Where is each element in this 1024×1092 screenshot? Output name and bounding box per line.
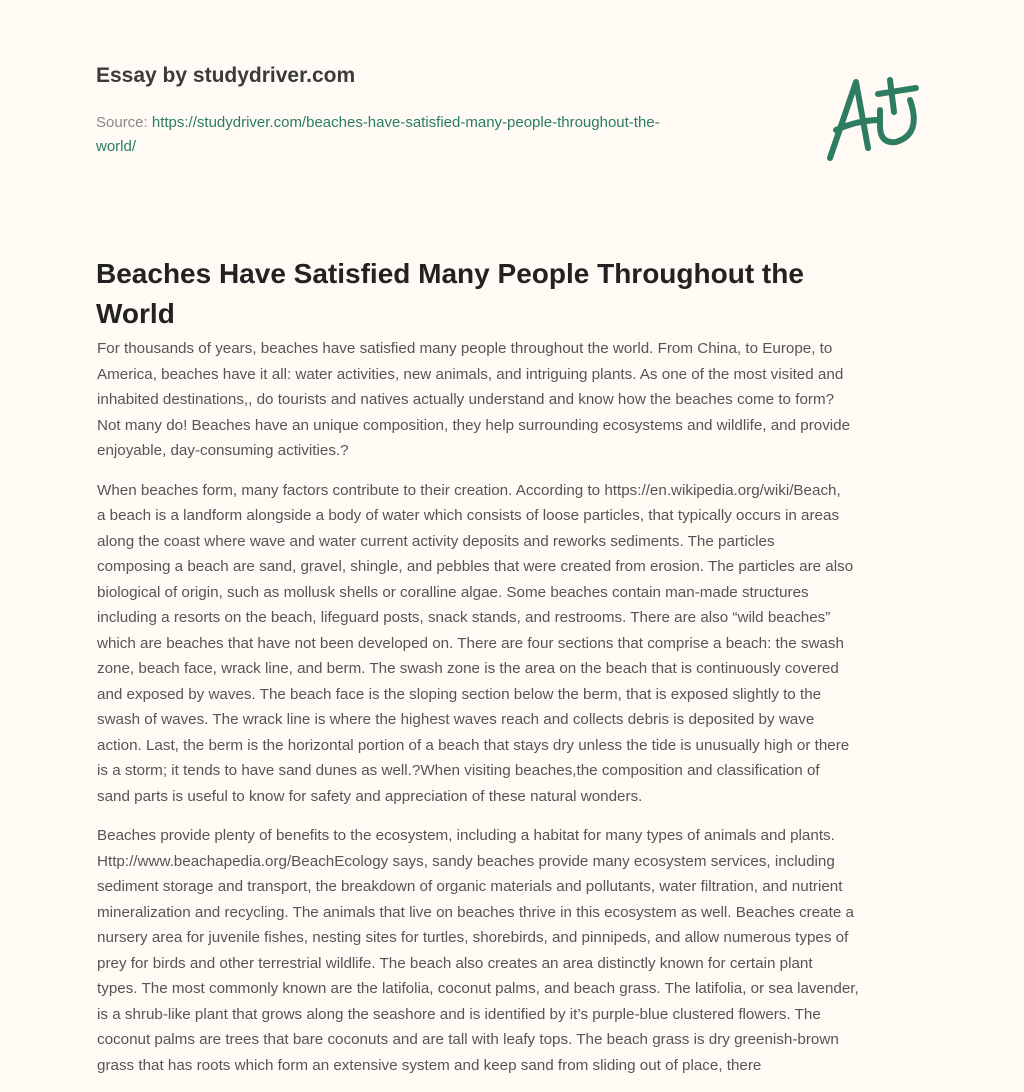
essay-body	[97, 336, 937, 1092]
paragraph-line: is a shrub-like plant that grows along the seashore and is identified by it’s purple-blue clustered flowers. The	[97, 1005, 821, 1023]
paragraph-line: grass that has roots which form an extensive system and keep sand from sliding out of place, there	[97, 1056, 762, 1074]
paragraph-line: is a storm; it tends to have sand dunes as well.?When visiting beaches,the composition and classification of	[97, 762, 820, 779]
paragraph-line: For thousands of years, beaches have satisfied many people throughout the world. From China, to Europe, to	[97, 340, 833, 357]
title-line: Beaches Have Satisfied Many People Throughout the	[96, 258, 804, 289]
paragraph-line: Beaches provide plenty of benefits to the ecosystem, including a habitat for many types of animals and plants.	[97, 827, 835, 844]
paragraph-line: mineralization and recycling. The animals that live on beaches thrive in this ecosystem as well. Beaches create a	[97, 903, 854, 921]
a-plus-logo-icon	[818, 70, 928, 170]
paragraph-line: nursery area for juvenile fishes, nesting sites for turtles, shorebirds, and pinnipeds, and allow numerous types of	[97, 929, 849, 946]
paragraph-line: sand parts is useful to know for safety and appreciation of these natural wonders.	[97, 787, 643, 805]
paragraph-line: zone, beach face, wrack line, and berm. The swash zone is the area on the beach that is continuously covered	[97, 660, 839, 677]
paragraph-line: which are beaches that have not been developed on. There are four sections that comprise a beach: the swash	[97, 634, 844, 652]
paragraph-line: coconut palms are trees that bare coconuts and are tall with leafy tops. The beach grass is dry greenish-brown	[97, 1031, 839, 1048]
paragraph-line: types. The most commonly known are the latifolia, coconut palms, and beach grass. The latifolia, or sea lavender,	[97, 980, 859, 997]
brand-heading: Essay by studydriver.com	[96, 64, 356, 87]
source-link[interactable]	[96, 114, 660, 155]
paragraph-line: When beaches form, many factors contribute to their creation. According to https://en.wikipedia.org/wiki/Beach,	[97, 481, 841, 499]
essay-paragraph	[97, 336, 937, 464]
paragraph-line: along the coast where wave and water current activity deposits and reworks sediments. The particles	[97, 532, 775, 550]
paragraph-line: inhabited destinations,, do tourists and natives actually understand and know how the beaches come to form?	[97, 391, 835, 408]
paragraph-line: a beach is a landform alongside a body of water which consists of loose particles, that typically occurs in areas	[97, 507, 840, 524]
source-url-line[interactable]: world/	[96, 138, 137, 155]
title-line: World	[96, 298, 175, 329]
paragraph-line: biological of origin, such as mollusk shells or coralline algae. Some beaches contain man-made structures	[97, 583, 809, 601]
essay-title	[96, 254, 916, 334]
paragraph-line: sediment storage and transport, the breakdown of organic materials and pollutants, water filtration, and nutrient	[97, 878, 843, 895]
paragraph-line: Not many do! Beaches have an unique composition, they help surrounding ecosystems and wildlife, and provide	[97, 416, 851, 434]
paragraph-line: and exposed by waves. The beach face is the sloping section below the berm, that is exposed slightly to the	[97, 685, 822, 703]
source-label: Source:	[96, 114, 148, 131]
paragraph-line: swash of waves. The wrack line is where the highest waves reach and collects debris is deposited by wave	[97, 711, 815, 728]
paragraph-line: prey for birds and other terrestrial wildlife. The beach also creates an area distinctly known for certain plant	[97, 954, 813, 972]
paragraph-line: Http://www.beachapedia.org/BeachEcology says, sandy beaches provide many ecosystem services, including	[97, 852, 835, 870]
essay-paragraph	[97, 478, 937, 810]
source-url-line[interactable]: https://studydriver.com/beaches-have-satisfied-many-people-throughout-the-	[151, 114, 660, 131]
source-line	[96, 111, 736, 159]
paragraph-line: composing a beach are sand, gravel, shingle, and pebbles that were created from erosion. The particles are also	[97, 558, 854, 575]
paragraph-line: action. Last, the berm is the horizontal portion of a beach that stays dry unless the tide is unusually high or there	[97, 736, 850, 754]
paragraph-line: enjoyable, day-consuming activities.?	[97, 442, 349, 459]
paragraph-line: including a resorts on the beach, lifeguard posts, snack stands, and restrooms. There are also “wild beaches”	[97, 609, 831, 626]
paragraph-line: America, beaches have it all: water activities, new animals, and intriguing plants. As one of the most visited and	[97, 365, 844, 383]
essay-paragraph	[97, 823, 937, 1078]
